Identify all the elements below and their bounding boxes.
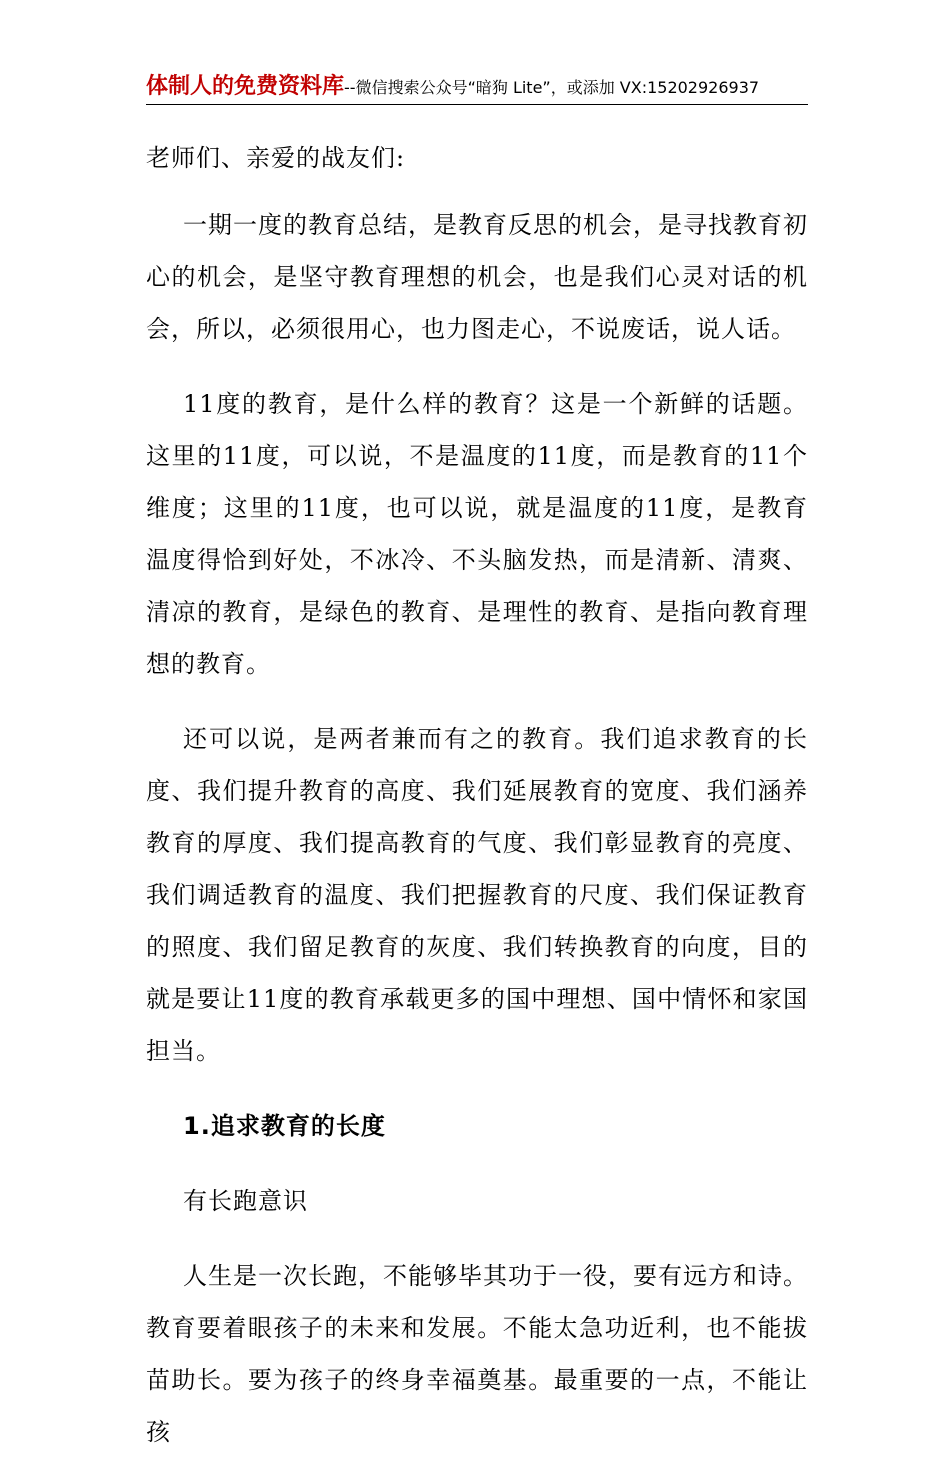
page-header xyxy=(146,73,808,102)
paragraph-1: 一期一度的教育总结，是教育反思的机会，是寻找教育初心的机会，是坚守教育理想的机会，也是我们心灵对话的机会，所以，必须很用心，也力图走心，不说废话，说人话。 xyxy=(146,211,808,343)
paragraph-3: 还可以说，是两者兼而有之的教育。我们追求教育的长度、我们提升教育的高度、我们延展教育的宽度、我们涵养教育的厚度、我们提高教育的气度、我们彰显教育的亮度、我们调适教育的温度、我们把握教育的尺度、我们保证教育的照度、我们留足教育的灰度、我们转换教育的向度，目的就是要让11度的教育承载更多的国中理想、国中情怀和家国担当。 xyxy=(146,725,808,1065)
header-brand: 体制人的免费资料库 xyxy=(146,74,345,99)
header-note: --微信搜索公众号“暗狗 Lite”，或添加 VX:15202926937 xyxy=(344,78,760,97)
section-heading: 1.追求教育的长度 xyxy=(183,1112,386,1140)
document-body xyxy=(146,132,808,1481)
greeting: 老师们、亲爱的战友们: xyxy=(146,144,406,172)
subheading: 有长跑意识 xyxy=(183,1187,308,1215)
header-rule xyxy=(146,104,808,105)
paragraph-2: 11度的教育，是什么样的教育？这是一个新鲜的话题。这里的11度，可以说，不是温度的11度，而是教育的11个维度；这里的11度，也可以说，就是温度的11度，是教育温度得恰到好处，不冰冷、不头脑发热，而是清新、清爽、清凉的教育，是绿色的教育、是理性的教育、是指向教育理想的教育。 xyxy=(146,390,808,678)
paragraph-4: 人生是一次长跑，不能够毕其功于一役，要有远方和诗。教育要着眼孩子的未来和发展。不能太急功近利，也不能拔苗助长。要为孩子的终身幸福奠基。最重要的一点，不能让孩 xyxy=(146,1262,808,1446)
